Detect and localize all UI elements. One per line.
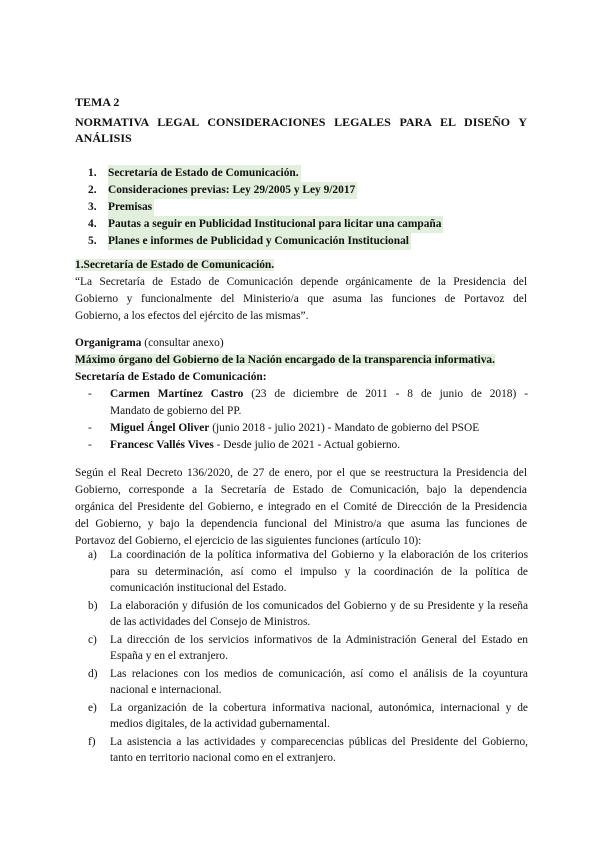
- toc-text: Planes e informes de Publicidad y Comunicación Institucional: [108, 233, 411, 250]
- function-text: La coordinación de la política informativa del Gobierno y la elaboración de los criterios para su determinación, así como el impulso y la coordinación de la política de comunicación institucional del Estado.: [110, 549, 528, 594]
- function-text: Las relaciones con los medios de comunicación, así como el análisis de la coyuntura nacional e internacional.: [110, 667, 528, 696]
- function-text: La asistencia a las actividades y comparecencias públicas del Presidente del Gobierno, tanto en territorio nacional como en el extranjero.: [110, 735, 528, 764]
- list-item: [88, 437, 528, 454]
- function-text: La elaboración y difusión de los comunicados del Gobierno y de su Presidente y la reseña de las actividades del Consejo de Ministros.: [110, 599, 528, 628]
- decree-paragraph: [75, 465, 527, 550]
- list-item-line: [110, 386, 528, 403]
- function-item: [88, 632, 528, 665]
- function-text: La dirección de los servicios informativos de la Administración General del Estado en España y en el extranjero.: [110, 633, 528, 662]
- person-name: Miguel Ángel Oliver: [110, 422, 210, 434]
- person-detail: (junio 2018 - julio 2021) - Mandato de gobierno del PSOE: [209, 422, 480, 434]
- doc-title-line1: NORMATIVA LEGAL CONSIDERACIONES LEGALES PARA EL DISEÑO Y: [75, 115, 527, 129]
- toc-number: 4.: [88, 218, 97, 230]
- toc-text: Secretaría de Estado de Comunicación.: [108, 165, 301, 182]
- toc-item: [88, 165, 443, 182]
- list-item-body: [110, 420, 528, 437]
- toc-number: 1.: [88, 167, 97, 179]
- function-marker: d): [88, 667, 98, 680]
- decree-line: del Gobierno, y bajo la dependencia funcional del Ministro/a que asuma las funciones de: [75, 518, 527, 530]
- function-marker: c): [88, 633, 97, 646]
- function-marker: b): [88, 599, 98, 612]
- decree-line: Portavoz del Gobierno, el ejercicio de las siguientes funciones (artículo 10):: [75, 535, 422, 547]
- person-detail: (23 de diciembre de 2011 - 8 de junio de 2018) -: [243, 388, 528, 400]
- dash-bullet: -: [88, 422, 92, 434]
- function-item: [88, 700, 528, 733]
- function-marker: a): [88, 549, 97, 561]
- person-detail: - Desde julio de 2021 - Actual gobierno.: [213, 439, 401, 451]
- toc-item: [88, 199, 443, 216]
- decree-line: Gobierno, corresponde a la Secretaría de Estado de Comunicación, bajo la dependencia: [75, 484, 527, 496]
- function-marker: e): [88, 701, 97, 714]
- quote-line: Gobierno y funcionalmente del Ministerio/a que asuma las funciones de Portavoz del: [75, 293, 527, 305]
- toc-number: 5.: [88, 235, 97, 247]
- dash-bullet: -: [88, 388, 92, 400]
- toc-number: 2.: [88, 184, 97, 196]
- quote-line: Gobierno, a los efectos del ejército de las mismas”.: [75, 310, 309, 322]
- section1-heading-text: 1.Secretaría de Estado de Comunicación.: [75, 259, 275, 271]
- person-detail-2: Mandato de gobierno del PP.: [110, 405, 242, 417]
- toc-item: [88, 216, 443, 233]
- person-name: Francesc Vallés Vives: [110, 439, 214, 451]
- tema-label: TEMA 2: [75, 95, 120, 109]
- section1: [75, 257, 527, 325]
- list-item-body: [110, 386, 528, 420]
- toc-number: 3.: [88, 201, 97, 213]
- list-item: [88, 420, 528, 437]
- highlight-line: [75, 352, 527, 369]
- function-item: [88, 547, 528, 597]
- organigrama-label: Organigrama: [75, 337, 142, 349]
- doc-title-line2: ANÁLISIS: [75, 131, 132, 145]
- function-marker: f): [88, 735, 96, 748]
- toc-text: Consideraciones previas: Ley 29/2005 y Ley 9/2017: [108, 182, 357, 199]
- decree-line: Según el Real Decreto 136/2020, de 27 de enero, por el que se reestructura la Presidencia del: [75, 467, 527, 479]
- function-item: [88, 734, 528, 767]
- function-item: [88, 598, 528, 631]
- toc-text: Pautas a seguir en Publicidad Institucional para licitar una campaña: [108, 216, 443, 233]
- highlight-text: Máximo órgano del Gobierno de la Nación encargado de la transparencia informativa.: [75, 354, 495, 366]
- organigrama-section: [75, 335, 527, 386]
- sec-title: Secretaría de Estado de Comunicación:: [75, 371, 267, 383]
- decree-line: orgánica del Presidente del Gobierno, e integrado en el Comité de Dirección de la Presidencia: [75, 501, 527, 513]
- toc-item: [88, 233, 443, 250]
- person-name: Carmen Martínez Castro: [110, 388, 244, 400]
- toc-item: [88, 182, 443, 199]
- secretaries-list: [88, 386, 528, 454]
- table-of-contents: [88, 165, 443, 250]
- organigrama-line: [75, 335, 527, 352]
- functions-list: [88, 547, 528, 768]
- dash-bullet: -: [88, 439, 92, 451]
- quote-line: “La Secretaría de Estado de Comunicación depende orgánicamente de la Presidencia del: [75, 276, 527, 288]
- list-item: [88, 386, 528, 420]
- toc-text: Premisas: [108, 199, 154, 216]
- function-text: La organización de la cobertura informativa nacional, autonómica, internacional y de medios digitales, de la actividad gubernamental.: [110, 701, 528, 730]
- function-item: [88, 666, 528, 699]
- section1-heading: [75, 257, 527, 274]
- list-item-body: [110, 437, 528, 454]
- organigrama-note: (consultar anexo): [141, 337, 224, 349]
